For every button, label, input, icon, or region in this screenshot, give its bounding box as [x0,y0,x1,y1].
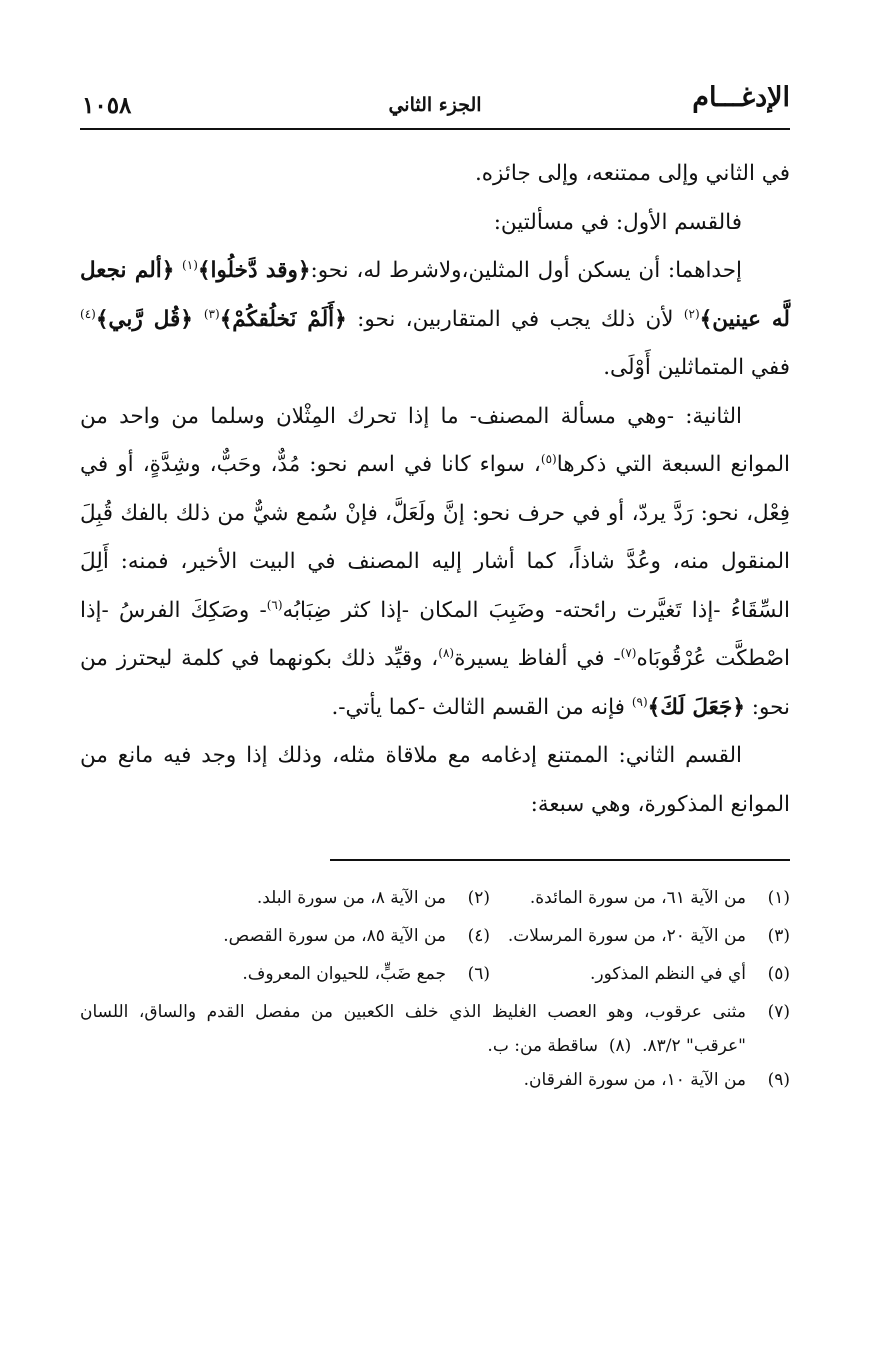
text-span: لأن ذلك يجب في المتقاربين، نحو: [346,306,684,332]
book-page [80,76,790,1097]
footnote-8-text: ساقطة من: ب. [487,1036,599,1056]
footnote-number: (١) [767,888,790,908]
text-span: ، وقيِّد ذلك بكونهما في كلمة ليحترز من نحو: [80,646,790,720]
footnote-ref: (٩) [631,694,648,709]
paragraph-5: القسم الثاني: الممتنع إدغامه مع ملاقاة مثله، وذلك إذا وجد فيه مانع من الموانع المذكورة، وهي سبعة: [80,743,790,817]
footnote-text: من الآية ٦١، من سورة المائدة. [529,888,746,908]
footnote-item [242,957,490,991]
paragraph-3 [80,247,790,393]
footnote-number: (٦) [467,964,490,984]
footnote-number: (٧) [767,1002,790,1022]
footnote-row [80,1063,790,1097]
text-span: ، سواء كانا في اسم نحو: مُدٌّ، وحَبٌّ، وشِدَّةٍ، أو في فِعْل، نحو: رَدَّ يردّ، أو في حرف نحو: إنَّ ولَعَلَّ، فإنْ سُمع شيٌّ من ذلك بالفك قُبِلَ المنقول منه، وعُدَّ شاذاً، كما أشار إليه المصنف في البيت الأخير، فمنه: أَلِلَ السِّقَاءُ -إذا تَغيَّرت رائحته- وضَبِبَ المكان -إذا كثر ضِبَابُه [80,452,790,623]
chapter-title: الإدغـــام [692,82,790,113]
footnote-ref: (٦) [266,597,283,612]
page-number: ١٠٥٨ [82,92,132,119]
text-span: فإنه من القسم الثالث -كما يأتي-. [331,694,632,720]
footnote-row [80,995,790,1063]
footnote-ref: (٣) [203,306,220,321]
paragraph-4 [80,393,790,733]
part-title: الجزء الثاني [388,94,482,116]
text-span: - في ألفاظ يسيرة [454,646,621,671]
page-header [80,76,790,130]
quran-verse: ﴿وقد دَّخلُوا﴾ [197,258,311,283]
footnote-row [80,919,790,953]
main-text [80,150,790,829]
footnote-item [490,957,790,991]
footnote-number: (٨) [608,1036,632,1056]
footnote-text: أي في النظم المذكور. [590,964,746,984]
footnote-ref: (١) [182,257,198,272]
footnote-ref: (٨) [438,645,455,660]
footnote-ref: (٢) [683,306,700,321]
footnote-ref: (٧) [620,645,637,660]
quran-verse: ﴿أَلَمْ نَخلُقكُمْ﴾ [219,306,347,332]
footnote-divider [330,859,790,861]
footnote-number: (٤) [467,926,490,946]
footnote-item [257,881,490,915]
text-span: ففي المتماثلين أَوْلَى. [603,355,790,380]
footnote-item [490,881,790,915]
footnote-text: جمع ضَبٍّ، للحيوان المعروف. [242,964,446,984]
footnote-number: (٢) [467,888,490,908]
footnote-text: من الآية ٨، من سورة البلد. [256,888,446,908]
footnote-row [80,957,790,991]
quran-verse: ﴿قُل رَّبي﴾ [95,306,204,332]
footnote-text: من الآية ١٠، من سورة الفرقان. [523,1070,746,1090]
text-span: - وصَكِكَ الفرسُ -إذا اصْطكَّت عُرْقُوبَاه [80,597,791,671]
footnote-ref: (٥) [540,451,557,466]
footnote-item [223,919,490,953]
quran-verse: ﴿جَعَلَ لَكَ﴾ [647,694,745,720]
paragraph-1: في الثاني وإلى ممتنعه، وإلى جائزه. [474,161,790,186]
footnote-text [80,995,746,1063]
text-span: الثانية: -وهي مسألة المصنف- ما إذا تحرك المِثْلان وسلما من واحد من الموانع السبعة التي ذكرها [80,403,790,477]
footnote-text: من الآية ٨٥، من سورة القصص. [223,926,446,946]
footnote-7-text: مثنى عرقوب، وهو العصب الغليظ الذي خلف الكعبين من مفصل القدم والساق، اللسان "عرقب" ٨٣/٢. [80,1002,746,1056]
footnote-item [490,919,790,953]
text-span: إحداهما: أن يسكن أول المثلين،ولاشرط له، نحو: [310,258,742,283]
footnote-number: (٣) [767,926,790,946]
quran-verse: ﴿ألم نجعل لَّه عينين﴾ [80,258,790,332]
footnote-number: (٥) [767,964,790,984]
footnote-ref: (٤) [80,306,96,321]
footnote-text: من الآية ٢٠، من سورة المرسلات. [507,926,746,946]
footnotes [80,881,790,1097]
footnote-row [80,881,790,915]
footnote-number: (٩) [767,1070,790,1090]
paragraph-2: فالقسم الأول: في مسألتين: [493,209,742,235]
